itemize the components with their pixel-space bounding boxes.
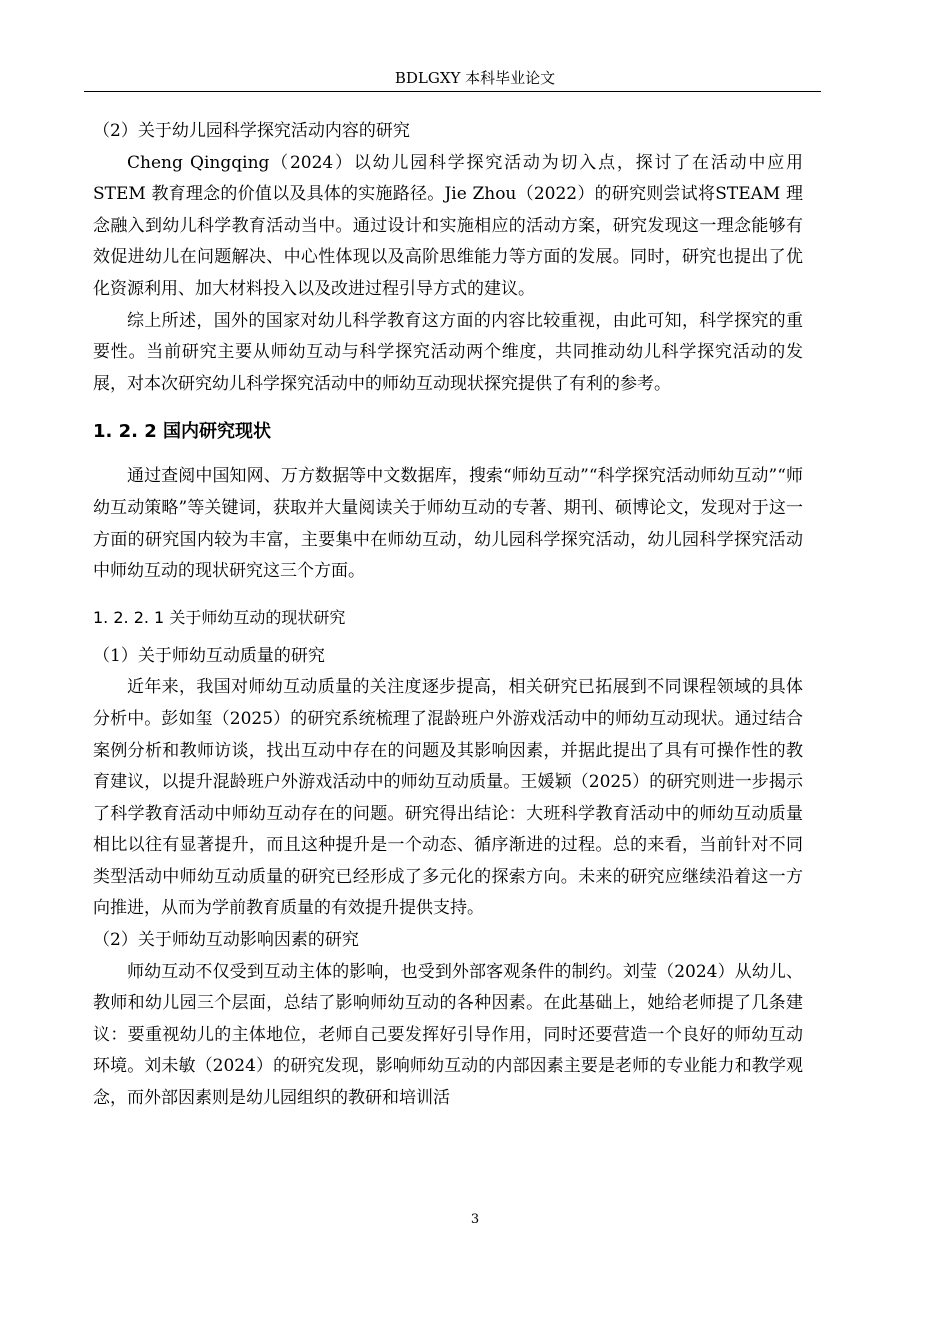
- page-number: 3: [470, 1212, 480, 1227]
- subsection-heading: 1. 2. 2. 1 关于师幼互动的现状研究: [93, 607, 346, 627]
- section-heading: 1. 2. 2 国内研究现状: [93, 421, 272, 443]
- body-paragraph: Cheng Qingqing（2024）以幼儿园科学探究活动为切入点，探讨了在活动中应用STEM 教育理念的价值以及具体的实施路径。Jie Zhou（2022）的研究则尝试将STEAM 理念融入到幼儿科学教育活动当中。通过设计和实施相应的活动方案，研究发现这一理念能够有效促进幼儿在问题解决、中心性体现以及高阶思维能力等方面的发展。同时，研究也提出了优化资源利用、加大材料投入以及改进过程引导方式的建议。: [93, 152, 803, 299]
- body-paragraph: 近年来，我国对师幼互动质量的关注度逐步提高，相关研究已拓展到不同课程领域的具体分析中。彭如玺（2025）的研究系统梳理了混龄班户外游戏活动中的师幼互动现状。通过结合案例分析和教师访谈，找出互动中存在的问题及其影响因素，并据此提出了具有可操作性的教育建议，以提升混龄班户外游戏活动中的师幼互动质量。王媛颖（2025）的研究则进一步揭示了科学教育活动中师幼互动存在的问题。研究得出结论：大班科学教育活动中的师幼互动质量相比以往有显著提升，而且这种提升是一个动态、循序渐进的过程。总的来看，当前针对不同类型活动中师幼互动质量的研究已经形成了多元化的探索方向。未来的研究应继续沿着这一方向推进，从而为学前教育质量的有效提升提供支持。: [93, 677, 803, 919]
- body-paragraph: 通过查阅中国知网、万方数据等中文数据库，搜索“师幼互动”“科学探究活动师幼互动”“师幼互动策略”等关键词，获取并大量阅读关于师幼互动的专著、期刊、硕博论文，发现对于这一方面的研究国内较为丰富，主要集中在师幼互动，幼儿园科学探究活动，幼儿园科学探究活动中师幼互动的现状研究这三个方面。: [93, 466, 803, 582]
- running-header: BDLGXY 本科毕业论文: [394, 69, 556, 87]
- subsection-title: （2）关于幼儿园科学探究活动内容的研究: [93, 121, 410, 141]
- body-paragraph: 师幼互动不仅受到互动主体的影响，也受到外部客观条件的制约。刘莹（2024）从幼儿、教师和幼儿园三个层面，总结了影响师幼互动的各种因素。在此基础上，她给老师提了几条建议：要重视幼儿的主体地位，老师自己要发挥好引导作用，同时还要营造一个良好的师幼互动环境。刘未敏（2024）的研究发现，影响师幼互动的内部因素主要是老师的专业能力和教学观念，而外部因素则是幼儿园组织的教研和培训活: [93, 961, 803, 1109]
- body-paragraph: 综上所述，国外的国家对幼儿科学教育这方面的内容比较重视，由此可知，科学探究的重要性。当前研究主要从师幼互动与科学探究活动两个维度，共同推动幼儿科学探究活动的发展，对本次研究幼儿科学探究活动中的师幼互动现状探究提供了有利的参考。: [93, 310, 803, 394]
- item-title: （2）关于师幼互动影响因素的研究: [93, 930, 359, 951]
- header-rule: [84, 91, 821, 92]
- item-title: （1）关于师幼互动质量的研究: [93, 645, 325, 666]
- page-body: [93, 116, 803, 1115]
